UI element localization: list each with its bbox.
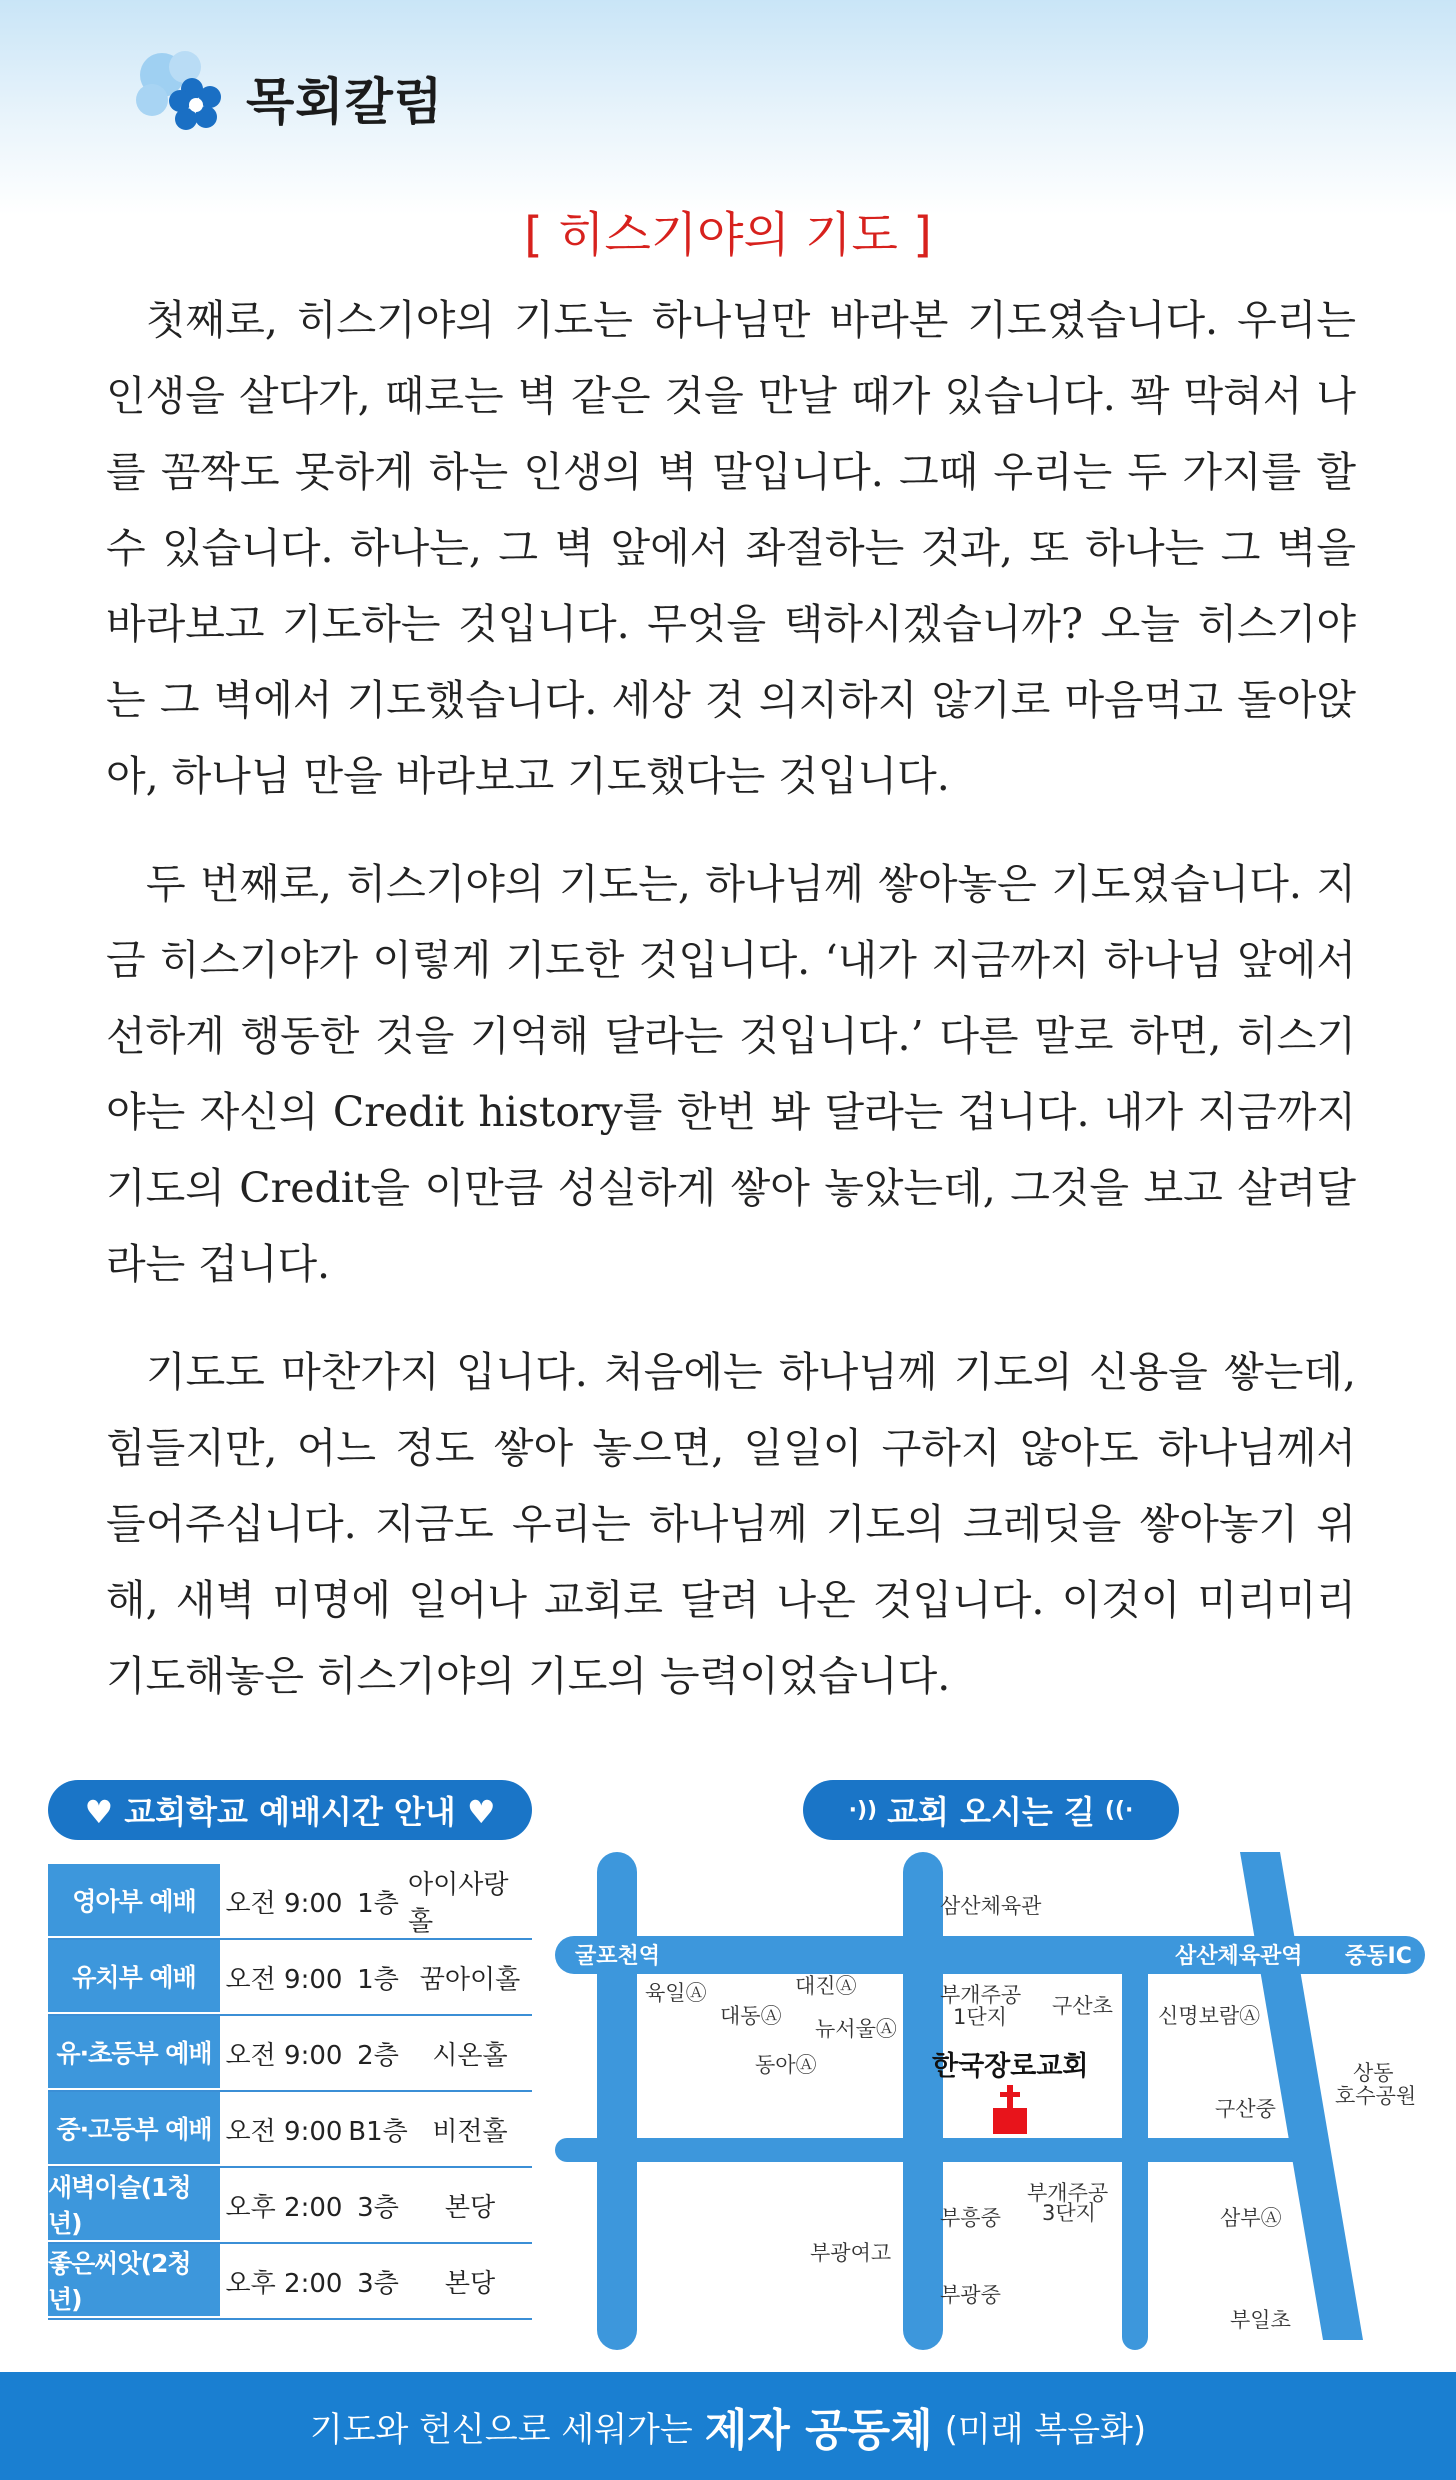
floor-cell: 2층 [357, 2040, 399, 2071]
footer-emphasis: 제자 공동체 [704, 2405, 933, 2456]
road-label-ic: 중동IC [1345, 1944, 1412, 1969]
table-row [48, 2016, 532, 2092]
table-row [48, 1864, 532, 1940]
table-row [48, 2092, 532, 2168]
table-row [48, 2244, 532, 2320]
floor-cell: 1층 [357, 1888, 399, 1919]
floor-cell: 1층 [357, 1964, 399, 1995]
dept-cell: 유치부 예배 [48, 1940, 220, 2014]
place-label: 1단지 [953, 2005, 1007, 2029]
place-label: 부흥중 [940, 2206, 1001, 2230]
paragraph-3: 기도도 마찬가지 입니다. 처음에는 하나님께 기도의 신용을 쌓는데, 힘들지만, 어느 정도 쌓아 놓으면, 일일이 구하지 않아도 하나님께서 들어주십니다. 지금도 우리는 하나님께 기도의 크레딧을 쌓아놓기 위해, 새벽 미명에 일어나 교회로 달려 나온 것입니다. 이것이 미리미리 기도해놓은 히스기야의 기도의 능력이었습니다. [106, 1348, 1356, 1700]
schedule-table [48, 1864, 532, 2320]
room-cell: 본당 [444, 2268, 496, 2299]
footer-prefix: 기도와 헌신으로 세워가는 [309, 2409, 693, 2450]
schedule-heading: ♥ 교회학교 예배시간 안내 ♥ [48, 1780, 532, 1840]
dept-cell: 유·초등부 예배 [48, 2016, 220, 2090]
room-cell: 본당 [444, 2192, 496, 2223]
table-row [48, 2168, 532, 2244]
time-cell: 오후 2:00 [225, 2192, 343, 2223]
place-label: 육일Ⓐ [645, 1981, 707, 2005]
table-row [48, 1940, 532, 2016]
place-label: 부개주공 [940, 1983, 1022, 2007]
place-label: 삼부Ⓐ [1220, 2206, 1282, 2230]
footer-slogan [0, 2372, 1456, 2480]
time-cell: 오전 9:00 [225, 2040, 343, 2071]
place-label: 호수공원 [1335, 2084, 1417, 2108]
place-label: 상동 [1353, 2061, 1394, 2085]
directions-heading [803, 1780, 1179, 1840]
place-label: 대동Ⓐ [720, 2004, 782, 2028]
place-label: 부일초 [1230, 2308, 1291, 2332]
footer-suffix: (미래 복음화) [944, 2409, 1147, 2450]
road-west [597, 1852, 637, 2350]
place-label: 구산중 [1215, 2097, 1276, 2121]
place-label: 3단지 [1042, 2201, 1096, 2225]
directions-title: 교회 오시는 길 [887, 1793, 1095, 1831]
dept-cell: 좋은씨앗(2청년) [48, 2244, 220, 2318]
floor-cell: B1층 [348, 2116, 408, 2147]
dept-cell: 중·고등부 예배 [48, 2092, 220, 2166]
place-label: 신명보람Ⓐ [1158, 2004, 1261, 2028]
place-label: 대진Ⓐ [795, 1974, 857, 1998]
place-label: 뉴서울Ⓐ [815, 2017, 897, 2041]
header-banner [0, 0, 1456, 215]
room-cell: 시온홀 [432, 2040, 508, 2071]
place-label: 삼산체육관 [940, 1894, 1042, 1918]
place-label: 부개주공 [1027, 2181, 1109, 2205]
room-cell: 꿈아이홀 [419, 1964, 521, 1995]
map-roads [555, 1852, 1425, 2350]
paragraph-2: 두 번째로, 히스기야의 기도는, 하나님께 쌓아놓은 기도였습니다. 지금 히스기야가 이렇게 기도한 것입니다. ‘내가 지금까지 하나님 앞에서 선하게 행동한 것을 기억해 달라는 것입니다.’ 다른 말로 하면, 히스기야는 자신의 Credit history를 한번 봐 달라는 겁니다. 내가 지금까지 기도의 Credit을 이만큼 성실하게 쌓아 놓았는데, 그것을 보고 살려달라는 겁니다. [106, 860, 1356, 1288]
dept-cell: 새벽이슬(1청년) [48, 2168, 220, 2242]
road-label-station: 삼산체육관역 [1175, 1944, 1303, 1969]
church-cross-icon [993, 2085, 1027, 2134]
time-cell: 오후 2:00 [225, 2268, 343, 2299]
road-label-west: 굴포천역 [575, 1944, 661, 1969]
time-cell: 오전 9:00 [225, 1888, 343, 1919]
dept-cell: 영아부 예배 [48, 1864, 220, 1938]
road-middle [555, 2138, 1315, 2162]
directions-map [555, 1840, 1425, 2360]
place-label: 부광여고 [810, 2241, 892, 2265]
floor-cell: 3층 [357, 2192, 399, 2223]
room-cell: 비전홀 [432, 2116, 508, 2147]
place-label: 동아Ⓐ [755, 2053, 817, 2077]
church-label: 한국장로교회 [932, 2051, 1089, 2082]
time-cell: 오전 9:00 [225, 2116, 343, 2147]
time-cell: 오전 9:00 [225, 1964, 343, 1995]
place-label: 부광중 [940, 2283, 1001, 2307]
sound-wave-right-icon: ((· [1104, 1797, 1134, 1823]
place-label: 구산초 [1052, 1994, 1113, 2018]
room-cell: 아이사랑홀 [408, 1870, 509, 1937]
road-center [903, 1852, 943, 2350]
floor-cell: 3층 [357, 2268, 399, 2299]
paragraph-1: 첫째로, 히스기야의 기도는 하나님만 바라본 기도였습니다. 우리는 인생을 살다가, 때로는 벽 같은 것을 만날 때가 있습니다. 꽉 막혀서 나를 꼼짝도 못하게 하는 인생의 벽 말입니다. 그때 우리는 두 가지를 할 수 있습니다. 하나는, 그 벽 앞에서 좌절하는 것과, 또 하나는 그 벽을 바라보고 기도하는 것입니다. 무엇을 택하시겠습니까? 오늘 히스기야는 그 벽에서 기도했습니다. 세상 것 의지하지 않기로 마음먹고 돌아앉아, 하나님 만을 바라보고 기도했다는 것입니다. [106, 296, 1356, 800]
column-article [106, 282, 1356, 1746]
flower-logo-icon [130, 45, 230, 135]
column-title: [ 히스기야의 기도 ] [524, 207, 932, 263]
sound-wave-left-icon: ·)) [848, 1797, 878, 1823]
header-title: 목회칼럼 [246, 73, 444, 131]
